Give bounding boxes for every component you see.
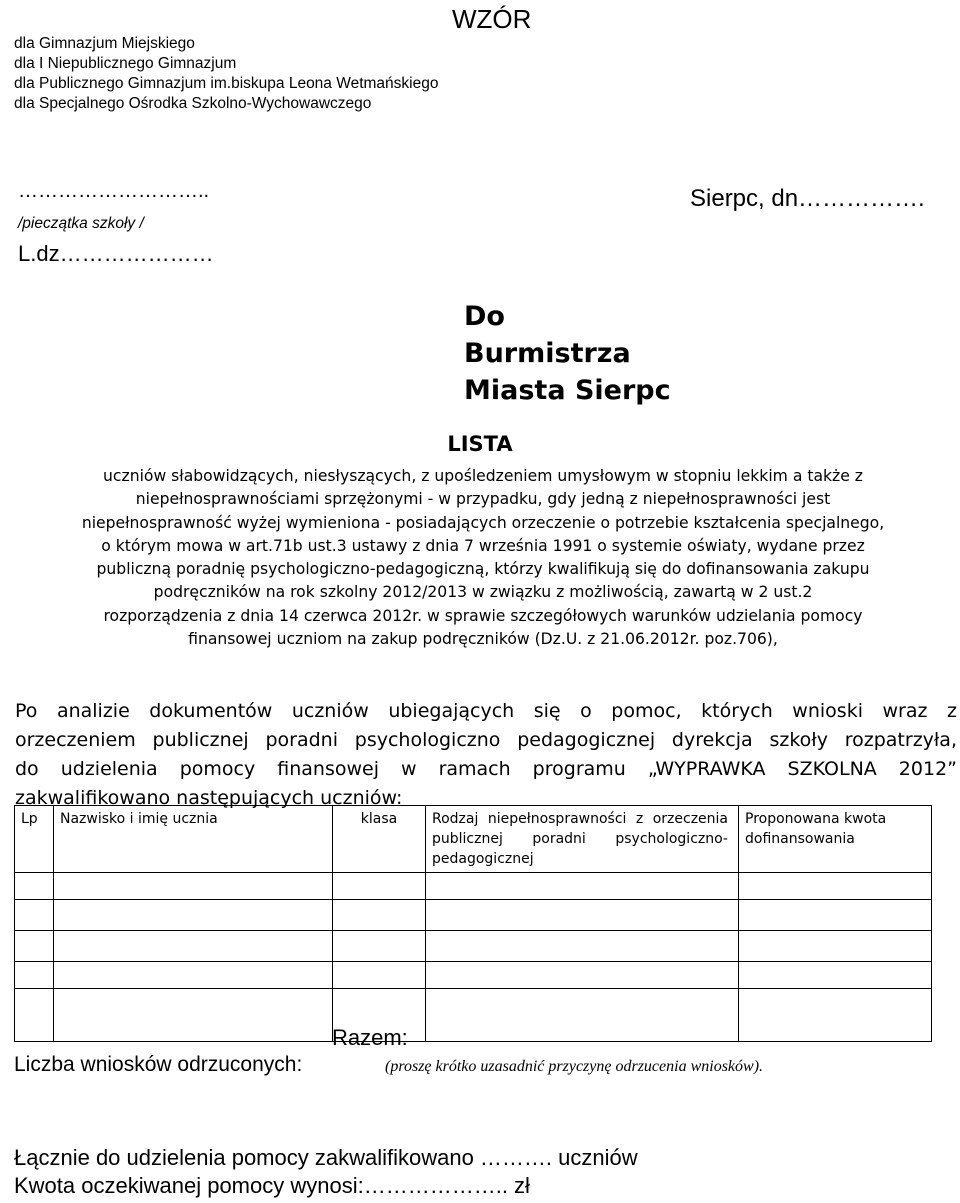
description-line: uczniów słabowidzących, niesłyszących, z upośledzeniem umysłowym w stopniu lekkim a także z [103, 467, 863, 485]
cell-kwota[interactable] [739, 989, 932, 1042]
cell-kwota[interactable] [739, 873, 932, 900]
description-line: o którym mowa w art.71b ust.3 ustawy z dnia 7 września 1991 o systemie oświaty, wydane przez [101, 536, 865, 555]
stamp-placeholder: ……………………….. [18, 180, 210, 202]
table-row [15, 931, 932, 962]
description-line: rozporządzenia z dnia 14 czerwca 2012r. w sprawie szczegółowych warunków udzielania pomocy [103, 606, 863, 625]
rejected-note: (proszę krótko uzasadnić przyczynę odrzucenia wniosków). [385, 1058, 764, 1075]
cell-name[interactable] [54, 931, 333, 962]
cell-lp[interactable] [15, 989, 54, 1042]
totals [14, 1144, 638, 1200]
school-line: dla I Niepublicznego Gimnazjum [14, 55, 237, 72]
analysis-line: Po analizie dokumentów uczniów ubiegających się o pomoc, których wnioski wraz z [15, 700, 957, 722]
cell-rodzaj[interactable] [426, 931, 739, 962]
analysis-line: do udzielenia pomocy finansowej w ramach programu „WYPRAWKA SZKOLNA 2012” [15, 758, 957, 780]
cell-rodzaj[interactable] [426, 962, 739, 989]
cell-name[interactable] [54, 962, 333, 989]
cell-kwota[interactable] [739, 931, 932, 962]
description-line: niepełnosprawnościami sprzężonymi - w przypadku, gdy jedną z niepełnosprawności jest [135, 490, 831, 509]
addressee-line: Burmistrza [464, 338, 631, 369]
table-row [15, 900, 932, 931]
total-amount: Kwota oczekiwanej pomocy wynosi:……………….. zł [14, 1173, 530, 1198]
students-table [14, 805, 932, 1042]
cell-lp[interactable] [15, 931, 54, 962]
total-label: Razem: [332, 1025, 408, 1050]
cell-rodzaj[interactable] [426, 989, 739, 1042]
cell-name[interactable] [54, 873, 333, 900]
cell-name[interactable] [54, 989, 333, 1042]
school-line: dla Specjalnego Ośrodka Szkolno-Wychowawczego [14, 95, 372, 112]
cell-rodzaj[interactable] [426, 873, 739, 900]
analysis-paragraph [15, 697, 957, 813]
analysis-line: zakwalifikowano następujących uczniów: [15, 787, 403, 809]
cell-rodzaj[interactable] [426, 900, 739, 931]
addressee-line: Do [464, 301, 505, 332]
cell-klasa[interactable] [333, 931, 426, 962]
table-row [15, 873, 932, 900]
header-rodzaj-text: Rodzaj niepełnosprawności z orzeczenia publicznej poradni psychologiczno-pedagogicznej [432, 811, 728, 867]
list-description [8, 465, 958, 651]
school-line: dla Publicznego Gimnazjum im.biskupa Leona Wetmańskiego [14, 75, 439, 92]
description-line: niepełnosprawność wyżej wymieniona - posiadających orzeczenie o potrzebie kształcenia specjalnego, [81, 513, 885, 532]
addressee [464, 298, 671, 409]
analysis-line: orzeczeniem publicznej poradni psychologiczno pedagogicznej dyrekcja szkoły rozpatrzyła, [15, 729, 957, 751]
description-line: podręczników na rok szkolny 2012/2013 w związku z możliwością, zawartą w 2 ust.2 [153, 583, 813, 602]
rejected-count-label: Liczba wniosków odrzuconych: [14, 1053, 303, 1076]
header-rodzaj [426, 806, 739, 873]
description-line: finansowej uczniom na zakup podręczników (Dz.U. z 21.06.2012r. poz.706), [188, 630, 778, 649]
cell-name[interactable] [54, 900, 333, 931]
school-line: dla Gimnazjum Miejskiego [14, 35, 195, 52]
cell-kwota[interactable] [739, 900, 932, 931]
addressee-line: Miasta Sierpc [464, 375, 671, 406]
table-row [15, 989, 932, 1042]
cell-lp[interactable] [15, 962, 54, 989]
description-line: publiczną poradnię psychologiczno-pedagogiczną, którzy kwalifikują się do dofinansowania zakupu [96, 560, 870, 579]
cell-lp[interactable] [15, 873, 54, 900]
cell-klasa[interactable] [333, 962, 426, 989]
header-name: Nazwisko i imię ucznia [54, 806, 333, 873]
stamp-label: /pieczątka szkoły / [18, 215, 144, 232]
template-label: WZÓR [452, 4, 532, 34]
reference-number: L.dz………………… [18, 241, 214, 266]
cell-lp[interactable] [15, 900, 54, 931]
cell-klasa[interactable] [333, 873, 426, 900]
header-lp: Lp [15, 806, 54, 873]
total-qualified: Łącznie do udzielenia pomocy zakwalifikowano ………. uczniów [14, 1145, 638, 1170]
table-header-row [15, 806, 932, 873]
list-title: LISTA [447, 432, 513, 456]
recipient-schools [14, 34, 438, 114]
cell-kwota[interactable] [739, 962, 932, 989]
cell-klasa[interactable] [333, 900, 426, 931]
place-date: Sierpc, dn……………. [690, 185, 925, 212]
header-klasa: klasa [333, 806, 426, 873]
table-row [15, 962, 932, 989]
header-kwota: Proponowana kwota dofinansowania [739, 806, 932, 873]
